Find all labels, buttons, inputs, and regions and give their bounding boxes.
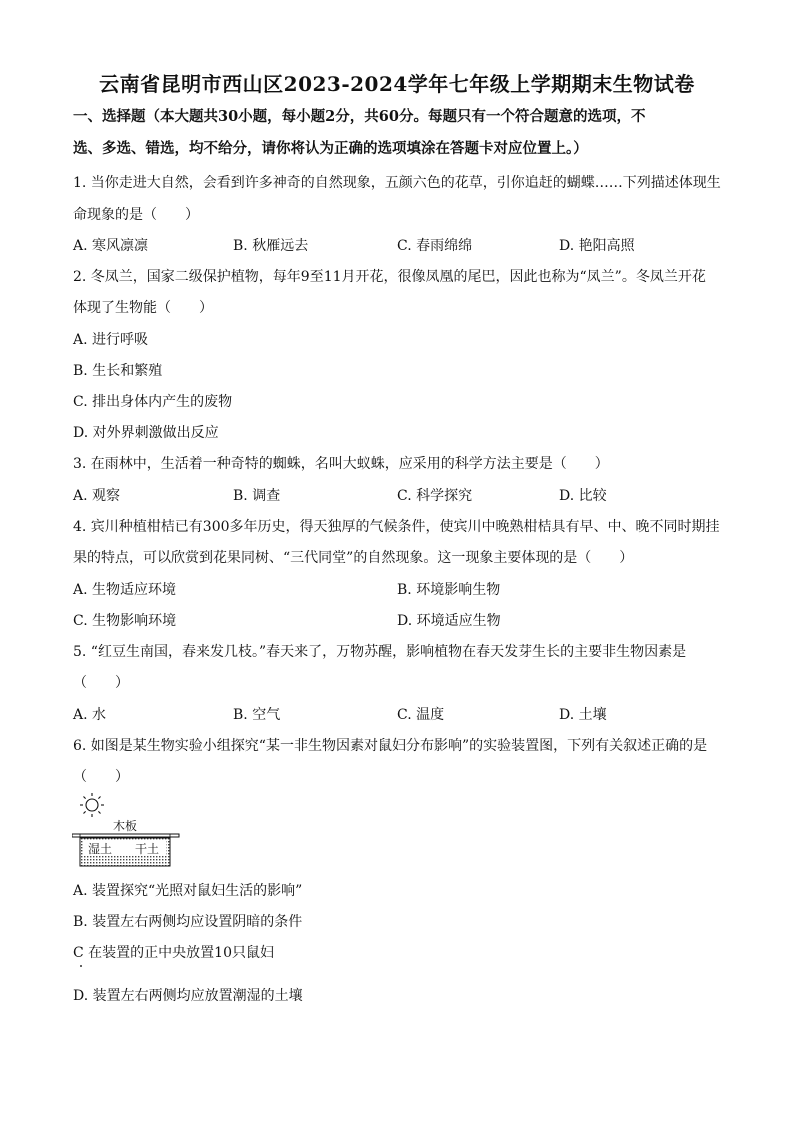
question-5-option-a: A. 水 bbox=[73, 707, 107, 723]
question-6-line-1: 6. 如图是某生物实验小组探究“某一非生物因素对鼠妇分布影响”的实验装置图，下列有关叙述正确的是 bbox=[73, 738, 708, 754]
question-2-option-c: C. 排出身体内产生的废物 bbox=[73, 394, 233, 410]
question-3-option-c: C. 科学探究 bbox=[397, 488, 473, 504]
question-4-option-c: C. 生物影响环境 bbox=[73, 613, 177, 629]
question-6-option-c: C 在装置的正中央放置10只鼠妇 bbox=[73, 945, 274, 961]
question-3-option-b: B. 调查 bbox=[233, 488, 281, 504]
question-1-option-b: B. 秋雁远去 bbox=[233, 238, 309, 254]
question-1-option-c: C. 春雨绵绵 bbox=[397, 238, 473, 254]
question-5-line-2: （ ） bbox=[73, 675, 129, 691]
question-2-line-1: 2. 冬凤兰，国家二级保护植物，每年9至11月开花，很像凤凰的尾巴，因此也称为“凤兰”。冬凤兰开花 bbox=[73, 269, 706, 285]
wet-soil-label: 湿土 bbox=[88, 842, 113, 856]
question-3-line-1: 3. 在雨林中，生活着一种奇特的蜘蛛，名叫大蚁蛛，应采用的科学方法主要是（ ） bbox=[73, 456, 609, 472]
question-2-option-d: D. 对外界刺激做出反应 bbox=[73, 425, 219, 441]
question-4-option-d: D. 环境适应生物 bbox=[397, 613, 501, 629]
experiment-figure bbox=[72, 790, 187, 870]
question-6-option-b: B. 装置左右两侧均应设置阴暗的条件 bbox=[73, 914, 303, 930]
question-6-line-2: （ ） bbox=[73, 769, 129, 785]
question-5-option-c: C. 温度 bbox=[397, 707, 445, 723]
experiment-apparatus-diagram bbox=[72, 790, 187, 870]
sun-icon bbox=[80, 793, 104, 817]
question-2-option-a: A. 进行呼吸 bbox=[73, 332, 149, 348]
question-4-option-b: B. 环境影响生物 bbox=[397, 582, 501, 598]
page-title: 云南省昆明市西山区2023-2024学年七年级上学期期末生物试卷 bbox=[99, 72, 695, 96]
question-6-option-a: A. 装置探究“光照对鼠妇生活的影响” bbox=[73, 883, 303, 899]
section-heading-line-1: 一、选择题（本大题共30小题，每小题2分，共60分。每题只有一个符合题意的选项，不 bbox=[73, 108, 646, 125]
question-4-option-a: A. 生物适应环境 bbox=[73, 582, 177, 598]
question-4-line-2: 果的特点，可以欣赏到花果同树、“三代同堂”的自然现象。这一现象主要体现的是（ ） bbox=[73, 550, 634, 566]
question-1-line-1: 1. 当你走进大自然，会看到许多神奇的自然现象，五颜六色的花草，引你追赶的蝴蝶……下列描述体现生 bbox=[73, 175, 721, 191]
question-1-option-d: D. 艳阳高照 bbox=[559, 238, 635, 254]
question-3-option-d: D. 比较 bbox=[559, 488, 607, 504]
question-3-option-a: A. 观察 bbox=[73, 488, 121, 504]
question-1-line-2: 命现象的是（ ） bbox=[73, 207, 199, 223]
board-label: 木板 bbox=[113, 819, 138, 833]
question-2-line-2: 体现了生物能（ ） bbox=[73, 300, 213, 316]
question-4-line-1: 4. 宾川种植柑桔已有300多年历史，得天独厚的气候条件，使宾川中晚熟柑桔具有早、中、晚不同时期挂 bbox=[73, 519, 720, 535]
question-6-option-d: D. 装置左右两侧均应放置潮湿的土壤 bbox=[73, 988, 303, 1004]
question-5-line-1: 5. “红豆生南国，春来发几枝。”春天来了，万物苏醒，影响植物在春天发芽生长的主要非生物因素是 bbox=[73, 644, 687, 660]
question-1-option-a: A. 寒风凛凛 bbox=[73, 238, 149, 254]
board bbox=[72, 834, 179, 837]
stray-dot bbox=[80, 965, 82, 967]
question-2-option-b: B. 生长和繁殖 bbox=[73, 363, 163, 379]
dry-soil-label: 干土 bbox=[135, 842, 160, 856]
section-heading-line-2: 选、多选、错选，均不给分，请你将认为正确的选项填涂在答题卡对应位置上。） bbox=[73, 140, 588, 157]
question-5-option-d: D. 土壤 bbox=[559, 707, 607, 723]
question-5-option-b: B. 空气 bbox=[233, 707, 281, 723]
